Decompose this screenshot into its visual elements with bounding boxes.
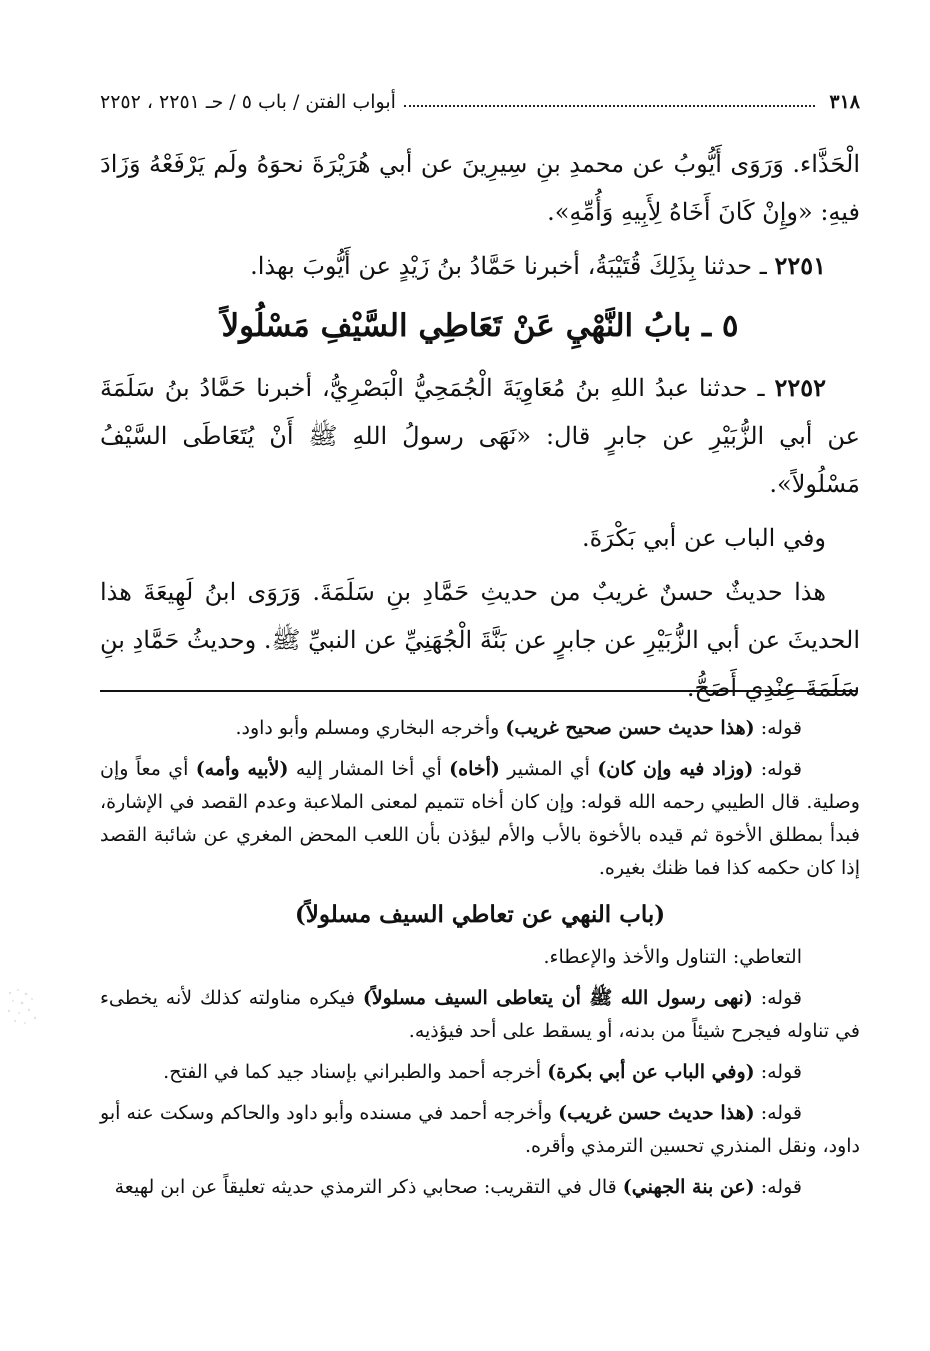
note-text: أي المشير xyxy=(499,758,598,780)
header-dot-leader xyxy=(404,105,815,107)
note-text: أي معاً وإن وصلية. قال الطيبي رحمه الله قوله: وإن كان أخاه تتميم لمعنى الملاعبة وعدم القصد في الإشارة، فبدأ بمطلق الأخوة ثم قيده بالأخوة بالأب والأم ليؤذن بأن اللعب المحض المغري عن شائبة القصد إذا كان حكمه كذا فما ظنك بغيره. xyxy=(100,758,860,879)
footnote-divider xyxy=(100,690,858,692)
grading-paragraph: هذا حديثٌ حسنٌ غريبٌ من حديثِ حَمَّادِ بنِ سَلَمَةَ. وَرَوَى ابنُ لَهِيعَةَ هذا الحديثَ عن أبي الزُّبَيْرِ عن جابرٍ عن بَنَّةَ الْجُهَنِيِّ عن النبيِّ ﷺ. وحديثُ حَمَّادِ بنِ سَلَمَةَ عِنْدِي أَصَحُّ. xyxy=(100,578,860,702)
commentary-note xyxy=(100,1171,860,1204)
note-quote: (أخاه) xyxy=(449,758,500,780)
running-header xyxy=(100,86,860,118)
note-quote: (وفي الباب عن أبي بكرة) xyxy=(547,1061,755,1083)
note-quote: (عن بنة الجهني) xyxy=(622,1176,755,1198)
note-lead: قوله: xyxy=(753,758,802,780)
hadith-2251 xyxy=(100,242,860,290)
hadith-body: ـ حدثنا بِذَلِكَ قُتَيْبَةُ، أخبرنا حَمَّادُ بنُ زَيْدٍ عن أَيُّوبَ بهذا. xyxy=(250,252,775,280)
commentary-note xyxy=(100,982,860,1048)
scan-smudge xyxy=(4,985,44,1029)
note-lead: قوله: xyxy=(754,1061,802,1083)
running-title: أبواب الفتن / باب ٥ / حـ ٢٢٥١ ، ٢٢٥٢ xyxy=(100,91,396,113)
note-text: وأخرجه البخاري ومسلم وأبو داود. xyxy=(235,717,506,739)
note-lead: قوله: xyxy=(754,1102,802,1124)
hadith-text xyxy=(100,140,860,712)
hadith-2252 xyxy=(100,364,860,508)
note-lead: قوله: xyxy=(752,987,802,1009)
continuation-paragraph: الْحَذَّاء. وَرَوَى أَيُّوبُ عن محمدِ بنِ سِيرِينَ عن أبي هُرَيْرَةَ نحوَهُ ولَم يَرْفَعْهُ وَزَادَ فيهِ: «وإِنْ كَانَ أَخَاهُ لِأَبِيهِ وَأُمِّهِ». xyxy=(100,150,860,226)
note-text: وأخرجه أحمد في مسنده وأبو داود والحاكم وسكت عنه أبو داود، ونقل المنذري تحسين الترمذي وأقره. xyxy=(100,1102,860,1157)
commentary-note xyxy=(100,753,860,885)
commentary-section xyxy=(100,712,860,1204)
commentary-note xyxy=(100,712,860,745)
hadith-number: ٢٢٥٢ xyxy=(774,373,826,402)
note-quote: (وزاد فيه وإن كان) xyxy=(597,758,754,780)
hadith-number: ٢٢٥١ xyxy=(774,251,826,280)
commentary-note xyxy=(100,1097,860,1163)
commentary-heading: (باب النهي عن تعاطي السيف مسلولاً) xyxy=(294,901,666,928)
note-quote: (نهى رسول الله ﷺ أن يتعاطى السيف مسلولاً) xyxy=(362,987,753,1009)
note-quote: (لأبيه وأمه) xyxy=(195,758,289,780)
hadith-body: ـ حدثنا عبدُ اللهِ بنُ مُعَاوِيَةَ الْجُمَحِيُّ الْبَصْرِيُّ، أخبرنا حَمَّادُ بنُ سَلَمَةَ عن أبي الزُّبَيْرِ عن جابرٍ قال: «نَهَى رسولُ اللهِ ﷺ أَنْ يُتَعَاطَى السَّيْفُ مَسْلُولاً». xyxy=(100,374,860,498)
commentary-note xyxy=(100,1056,860,1089)
bab-note: وفي الباب عن أبي بَكْرَةَ. xyxy=(581,524,826,552)
note-text: فيكره مناولته كذلك لأنه يخطىء في تناوله فيجرح شيئاً من بدنه، أو يسقط على أحد فيؤذيه. xyxy=(100,987,860,1042)
note-lead: قوله: xyxy=(754,1176,802,1198)
chapter-heading: ٥ ـ بابُ النَّهْيِ عَنْ تَعَاطِي السَّيْفِ مَسْلُولاً xyxy=(221,308,739,344)
note-text: أي أخا المشار إليه xyxy=(288,758,450,780)
commentary-note: التعاطي: التناول والأخذ والإعطاء. xyxy=(543,946,802,968)
note-lead: قوله: xyxy=(754,717,802,739)
note-quote: (هذا حديث حسن صحيح غريب) xyxy=(505,717,755,739)
note-quote: (هذا حديث حسن غريب) xyxy=(558,1102,755,1124)
page-number: ٣١٨ xyxy=(829,91,860,113)
note-text: أخرجه أحمد والطبراني بإسناد جيد كما في الفتح. xyxy=(163,1061,548,1083)
note-text: قال في التقريب: صحابي ذكر الترمذي حديثه تعليقاً عن ابن لهيعة xyxy=(114,1176,623,1198)
